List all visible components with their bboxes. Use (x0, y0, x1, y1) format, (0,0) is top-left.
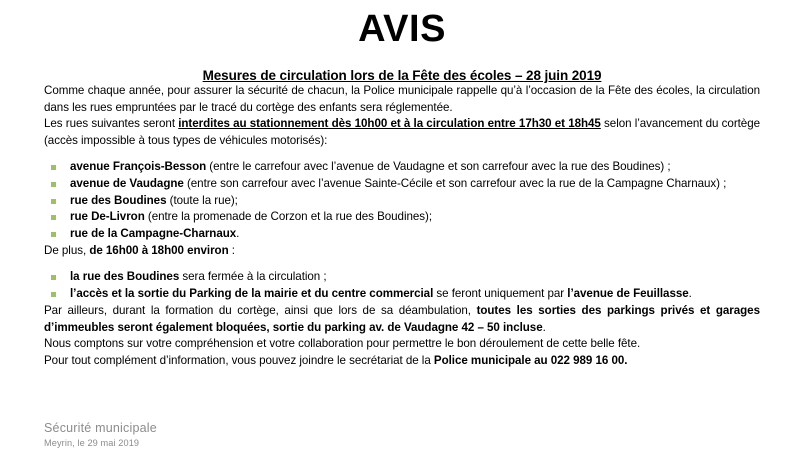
street-restriction-list (44, 159, 760, 243)
closure-name: l’accès et la sortie du Parking de la mairie et du centre commercial (70, 287, 434, 301)
closure-emphasis-tail: l’avenue de Feuillasse (567, 287, 689, 301)
closure-name: la rue des Boudines (70, 270, 180, 284)
closure-detail: se feront uniquement par (433, 287, 568, 301)
deplus-lead: De plus, (44, 243, 90, 257)
closure-list (44, 269, 760, 303)
document-subtitle: Mesures de circulation lors de la Fête des écoles – 28 juin 2019 (202, 68, 602, 83)
list-item (44, 226, 760, 243)
list-item (44, 269, 760, 286)
restriction-tail: selon l’avancement du cortège (accès impossible à tous types de véhicules motorisés): (44, 117, 760, 147)
square-bullet-icon (51, 165, 56, 170)
list-item (44, 176, 760, 193)
square-bullet-icon (51, 215, 56, 220)
square-bullet-icon (51, 199, 56, 204)
document-footer (44, 421, 157, 449)
closure-tail-end: . (688, 287, 692, 301)
restriction-emphasis: interdites au stationnement dès 10h00 et à la circulation entre 17h30 et 18h45 (178, 117, 601, 130)
restriction-lead: Les rues suivantes seront (44, 117, 179, 130)
square-bullet-icon (51, 292, 56, 297)
notice-document (0, 6, 800, 459)
square-bullet-icon (51, 275, 56, 280)
street-name: avenue de Vaudagne (70, 176, 184, 190)
footer-organisation: Sécurité municipale (44, 421, 157, 435)
footer-place-date: Meyrin, le 29 mai 2019 (44, 438, 140, 448)
deplus-paragraph (44, 243, 760, 260)
street-name: avenue François-Besson (70, 160, 207, 173)
deplus-emphasis: de 16h00 à 18h00 environ (89, 243, 229, 257)
list-item (44, 193, 760, 210)
ailleurs-tail: . (542, 320, 546, 334)
contact-emphasis: Police municipale au 022 989 16 00. (433, 353, 628, 367)
ailleurs-lead: Par ailleurs, durant la formation du cortège, ainsi que lors de sa déambulation, (44, 304, 477, 318)
ailleurs-emphasis: toutes les sorties des parkings privés et garages d’immeubles seront également bloquées, sortie du parking av. de Vaudagne 42 – 50 incluse (44, 304, 760, 334)
street-detail: (entre son carrefour avec l’avenue Sainte-Cécile et son carrefour avec la rue de la Campagne Charnaux) ; (183, 176, 727, 190)
street-detail: . (236, 227, 240, 241)
restriction-paragraph (44, 116, 760, 149)
street-name: rue des Boudines (70, 193, 167, 207)
contact-paragraph (44, 353, 760, 370)
intro-paragraph: Comme chaque année, pour assurer la sécurité de chacun, la Police municipale rappelle qu’à l’occasion de la Fête des écoles, la circulation dans les rues empruntées par le tracé du cortège des enfants sera réglementée. (44, 84, 760, 114)
street-detail: (entre le carrefour avec l’avenue de Vaudagne et son carrefour avec la rue des Boudines) ; (206, 160, 671, 173)
list-item (44, 286, 760, 303)
square-bullet-icon (51, 232, 56, 237)
street-detail: (entre la promenade de Corzon et la rue des Boudines); (144, 210, 432, 224)
deplus-tail: : (228, 243, 235, 257)
street-name: rue De-Livron (70, 210, 145, 224)
contact-lead: Pour tout complément d’information, vous pouvez joindre le secrétariat de la (44, 353, 434, 367)
street-detail: (toute la rue); (166, 193, 238, 207)
closure-detail: sera fermée à la circulation ; (179, 270, 327, 284)
street-name: rue de la Campagne-Charnaux (70, 227, 237, 241)
comptons-paragraph: Nous comptons sur votre compréhension et votre collaboration pour permettre le bon déroulement de cette belle fête. (44, 337, 641, 351)
ailleurs-paragraph (44, 303, 760, 336)
list-item (44, 209, 760, 226)
page-title: AVIS (358, 8, 446, 50)
square-bullet-icon (51, 182, 56, 187)
list-item (44, 159, 760, 176)
